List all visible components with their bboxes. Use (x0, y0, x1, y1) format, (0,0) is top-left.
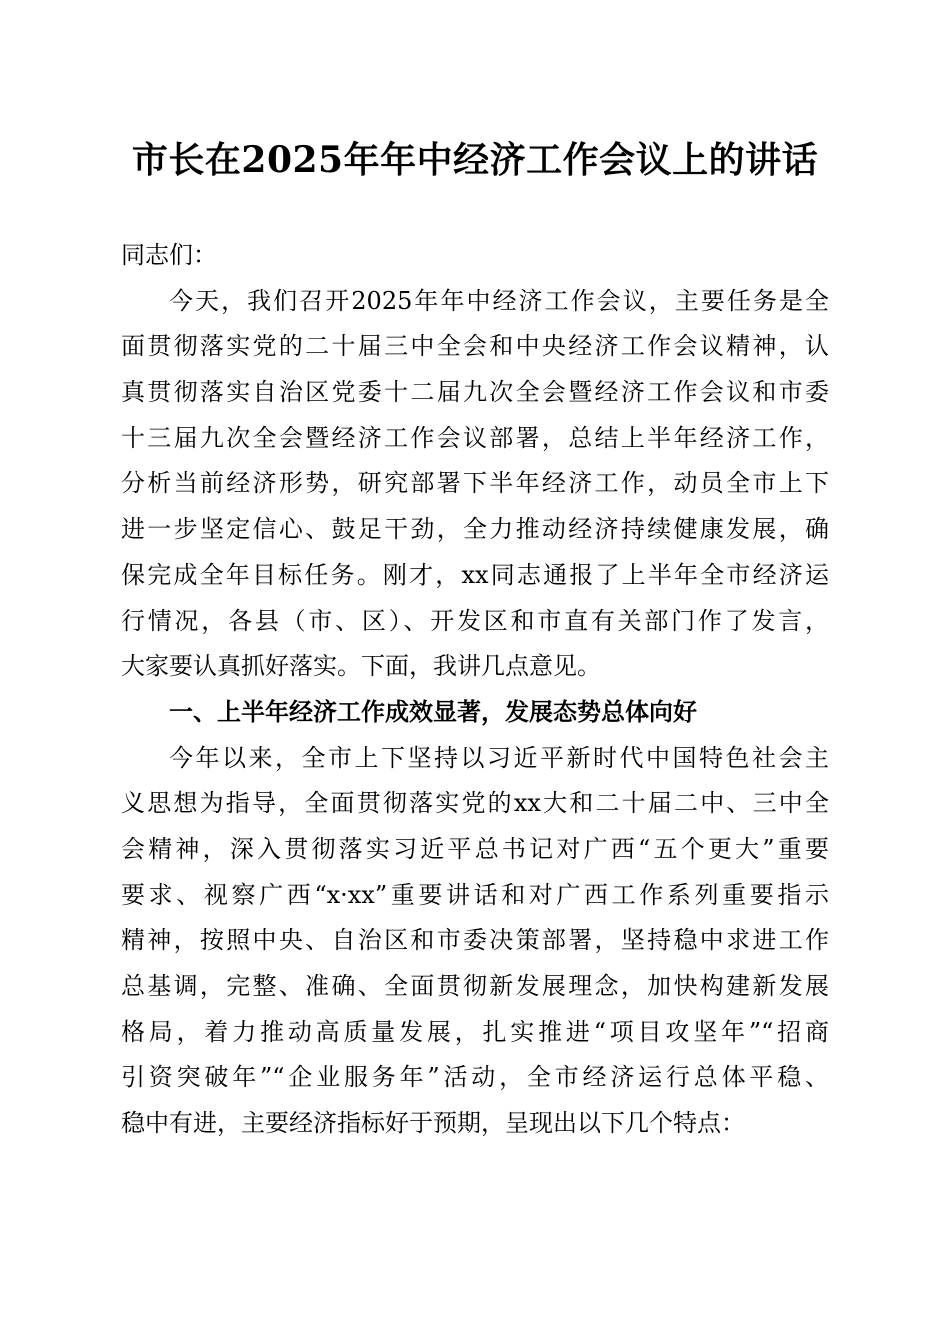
paragraph-line: 义思想为指导，全面贯彻落实党的xx大和二十届二中、三中全 (121, 789, 829, 818)
paragraph-line: 要求、视察广西“x·xx”重要讲话和对广西工作系列重要指示 (121, 880, 829, 909)
paragraph-opening (121, 279, 829, 690)
paragraph-line: 稳中有进，主要经济指标好于预期，呈现出以下几个特点： (121, 1109, 745, 1138)
section-heading: 一、上半年经济工作成效显著，发展态势总体向好 (169, 697, 697, 726)
paragraph-section-one (121, 736, 829, 1147)
paragraph-line: 十三届九次全会暨经济工作会议部署，总结上半年经济工作， (121, 423, 829, 452)
paragraph-line: 行情况，各县（市、区）、开发区和市直有关部门作了发言， (121, 606, 829, 635)
paragraph-line: 格局，着力推动高质量发展，扎实推进“项目攻坚年”“招商 (121, 1017, 829, 1046)
salutation: 同志们： (121, 241, 217, 269)
paragraph-line: 真贯彻落实自治区党委十二届九次全会暨经济工作会议和市委 (121, 378, 829, 407)
paragraph-line: 面贯彻落实党的二十届三中全会和中央经济工作会议精神，认 (121, 332, 829, 361)
paragraph-line: 精神，按照中央、自治区和市委决策部署，坚持稳中求进工作 (121, 926, 829, 955)
paragraph-line: 大家要认真抓好落实。下面，我讲几点意见。 (121, 652, 601, 681)
paragraph-line: 进一步坚定信心、鼓足干劲，全力推动经济持续健康发展，确 (121, 515, 829, 544)
document-title: 市长在2025年年中经济工作会议上的讲话 (131, 139, 819, 181)
paragraph-line: 保完成全年目标任务。刚才，xx同志通报了上半年全市经济运 (121, 560, 829, 589)
document-body (121, 233, 829, 1147)
paragraph-line: 会精神，深入贯彻落实习近平总书记对广西“五个更大”重要 (121, 834, 829, 863)
paragraph-line: 分析当前经济形势，研究部署下半年经济工作，动员全市上下 (121, 469, 829, 498)
paragraph-line: 今年以来，全市上下坚持以习近平新时代中国特色社会主 (169, 743, 829, 772)
paragraph-line: 今天，我们召开2025年年中经济工作会议，主要任务是全 (169, 286, 829, 315)
paragraph-line: 引资突破年”“企业服务年”活动，全市经济运行总体平稳、 (121, 1063, 829, 1092)
paragraph-line: 总基调，完整、准确、全面贯彻新发展理念，加快构建新发展 (121, 972, 829, 1000)
